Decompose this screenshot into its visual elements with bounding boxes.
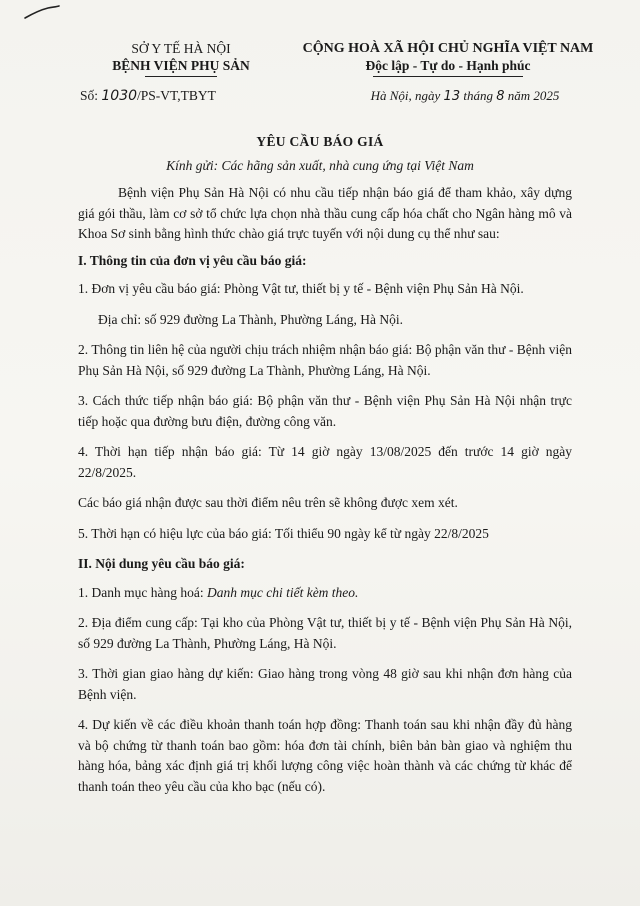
date-month-handwritten: 8	[496, 89, 505, 104]
section-2-item-1-label: 1. Danh mục hàng hoá:	[78, 584, 207, 600]
republic-name: CỘNG HOÀ XÃ HỘI CHỦ NGHĨA VIỆT NAM	[302, 41, 594, 56]
national-motto: Độc lập - Tự do - Hạnh phúc	[365, 58, 531, 73]
section-1-note: Các báo giá nhận được sau thời điểm nêu trên sẽ không được xem xét.	[78, 495, 458, 510]
doc-number-suffix: /PS-VT,TBYT	[137, 88, 216, 103]
section-1-item-5: 5. Thời hạn có hiệu lực của báo giá: Tối thiểu 90 ngày kể từ ngày 22/8/2025	[78, 525, 489, 541]
date-place: Hà Nội, ngày	[370, 88, 444, 103]
doc-number-handwritten: 1030	[101, 88, 138, 104]
date-day-handwritten: 13	[443, 89, 461, 104]
section-1-heading: I. Thông tin của đơn vị yêu cầu báo giá:	[78, 252, 307, 268]
date-month-label: tháng	[460, 88, 497, 103]
section-2-item-3: 3. Thời gian giao hàng dự kiến: Giao hàng trong vòng 48 giờ sau khi nhận đơn hàng của Bệnh viện.	[78, 666, 572, 702]
document-body	[78, 183, 572, 807]
section-1-item-1: 1. Đơn vị yêu cầu báo giá: Phòng Vật tư, thiết bị y tế - Bệnh viện Phụ Sản Hà Nội.	[78, 281, 524, 296]
document-date	[330, 88, 600, 104]
section-1-address: Địa chỉ: số 929 đường La Thành, Phường Láng, Hà Nội.	[98, 311, 403, 327]
greeting-line: Kính gửi: Các hãng sản xuất, nhà cung ứng tại Việt Nam	[166, 158, 474, 173]
section-1-item-2: 2. Thông tin liên hệ của người chịu trách nhiệm nhận báo giá: Bộ phận văn thư - Bệnh viện Phụ Sản Hà Nội, số 929 đường La Thành, Phường Láng, Hà Nội.	[78, 342, 572, 378]
section-1-item-3: 3. Cách thức tiếp nhận báo giá: Bộ phận văn thư - Bệnh viện Phụ Sản Hà Nội nhận trực tiếp hoặc qua đường bưu điện, đường công văn.	[78, 393, 572, 429]
intro-paragraph: Bệnh viện Phụ Sản Hà Nội có nhu cầu tiếp nhận báo giá để tham khảo, xây dựng giá gói thầu, làm cơ sở tổ chức lựa chọn nhà thầu cung cấp hóa chất cho Ngân hàng mô và Khoa Sơ sinh bằng hình thức chào giá trực tuyến với nội dung cụ thể như sau:	[78, 185, 572, 241]
section-1-item-4: 4. Thời hạn tiếp nhận báo giá: Từ 14 giờ ngày 13/08/2025 đến trước 14 giờ ngày 22/8/2025.	[78, 444, 572, 480]
doc-number-prefix: Số:	[80, 88, 102, 103]
document-number	[80, 88, 216, 104]
issuer-org: SỞ Y TẾ HÀ NỘI	[131, 41, 231, 56]
issuer-hospital: BỆNH VIỆN PHỤ SẢN	[112, 58, 250, 73]
handwritten-mark	[22, 4, 62, 22]
document-title: YÊU CẦU BÁO GIÁ	[256, 134, 384, 149]
section-2-item-4: 4. Dự kiến về các điều khoản thanh toán hợp đồng: Thanh toán sau khi nhận đầy đủ hàng và bộ chứng từ thanh toán bao gồm: hóa đơn tài chính, biên bản bàn giao và nghiệm thu hàng hóa, bảng xác định giá trị khối lượng công việc hoàn thành và các chứng từ khác để thanh toán theo yêu cầu của kho bạc (nếu có).	[78, 717, 572, 794]
motto-underline	[373, 76, 523, 77]
section-2-item-1	[78, 583, 572, 604]
section-2-heading: II. Nội dung yêu cầu báo giá:	[78, 556, 245, 571]
section-2-item-2: 2. Địa điểm cung cấp: Tại kho của Phòng Vật tư, thiết bị y tế - Bệnh viện Phụ Sản Hà Nội, số 929 đường La Thành, Phường Láng, Hà Nội.	[78, 615, 572, 651]
national-header	[278, 40, 618, 77]
issuer-underline	[145, 76, 217, 77]
issuer-block	[96, 40, 266, 77]
date-year: năm 2025	[504, 88, 560, 103]
section-2-item-1-value: Danh mục chi tiết kèm theo.	[206, 584, 359, 600]
